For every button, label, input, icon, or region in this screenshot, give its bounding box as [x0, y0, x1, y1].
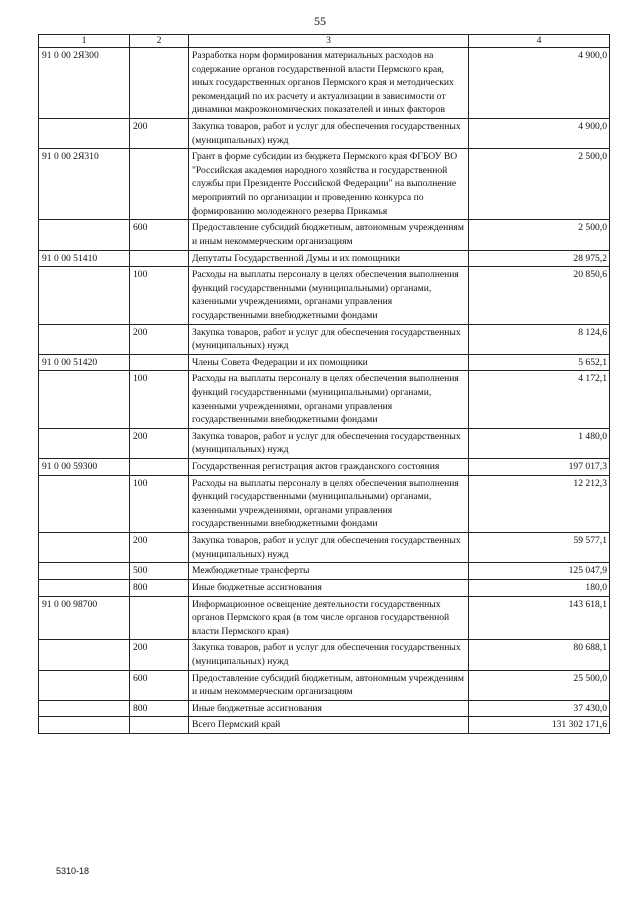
- table-row: [39, 640, 610, 670]
- column-header-3: 3: [189, 35, 469, 48]
- cell-expense-type: [130, 149, 189, 220]
- table-row: [39, 533, 610, 563]
- cell-amount: 12 212,3: [469, 475, 610, 532]
- cell-expense-type: 100: [130, 475, 189, 532]
- cell-expense-type: 800: [130, 579, 189, 596]
- cell-name: Предоставление субсидий бюджетным, автономным учреждениям и иным некоммерческим организациям: [189, 220, 469, 250]
- page-number: 55: [314, 14, 326, 28]
- cell-target-code: [39, 267, 130, 324]
- table-body: [39, 47, 610, 733]
- cell-target-code: [39, 119, 130, 149]
- cell-amount: 4 900,0: [469, 119, 610, 149]
- cell-name: Расходы на выплаты персоналу в целях обеспечения выполнения функций государственными (муниципальными) органами, казенными учреждениями, органами управления государственными внебюджетными фондами: [189, 371, 469, 428]
- cell-amount: 20 850,6: [469, 267, 610, 324]
- cell-amount: 8 124,6: [469, 324, 610, 354]
- cell-expense-type: 200: [130, 119, 189, 149]
- cell-expense-type: [130, 717, 189, 734]
- cell-expense-type: [130, 596, 189, 640]
- cell-amount: 80 688,1: [469, 640, 610, 670]
- table-row: [39, 596, 610, 640]
- table-row: [39, 220, 610, 250]
- cell-name: Закупка товаров, работ и услуг для обеспечения государственных (муниципальных) нужд: [189, 640, 469, 670]
- table-row: [39, 475, 610, 532]
- cell-target-code: [39, 700, 130, 717]
- cell-expense-type: 600: [130, 670, 189, 700]
- cell-target-code: [39, 563, 130, 580]
- cell-name: Расходы на выплаты персоналу в целях обеспечения выполнения функций государственными (муниципальными) органами, казенными учреждениями, органами управления государственными внебюджетными фондами: [189, 475, 469, 532]
- cell-name: Государственная регистрация актов гражданского состояния: [189, 459, 469, 476]
- table-row: [39, 579, 610, 596]
- cell-target-code: 91 0 00 51410: [39, 250, 130, 267]
- cell-amount: 197 017,3: [469, 459, 610, 476]
- cell-amount: 4 172,1: [469, 371, 610, 428]
- cell-name: Всего Пермский край: [189, 717, 469, 734]
- cell-target-code: 91 0 00 2Я310: [39, 149, 130, 220]
- cell-expense-type: 600: [130, 220, 189, 250]
- cell-target-code: [39, 475, 130, 532]
- table-row: [39, 700, 610, 717]
- column-header-2: 2: [130, 35, 189, 48]
- cell-expense-type: 200: [130, 533, 189, 563]
- cell-name: Информационное освещение деятельности государственных органов Пермского края (в том числе органов государственной власти Пермского края): [189, 596, 469, 640]
- cell-target-code: [39, 640, 130, 670]
- cell-target-code: 91 0 00 2Я300: [39, 47, 130, 118]
- cell-target-code: 91 0 00 51420: [39, 354, 130, 371]
- table-row: [39, 459, 610, 476]
- cell-target-code: [39, 324, 130, 354]
- cell-target-code: [39, 579, 130, 596]
- document-code: 5310-18: [56, 866, 90, 876]
- table-row: [39, 563, 610, 580]
- cell-amount: 4 900,0: [469, 47, 610, 118]
- cell-amount: 2 500,0: [469, 149, 610, 220]
- cell-name: Грант в форме субсидии из бюджета Пермского края ФГБОУ ВО "Российская академия народного хозяйства и государственной службы при Президенте Российской Федерации" на выполнение мероприятий по организации и проведению конкурса по формированию молодежного резерва Прикамья: [189, 149, 469, 220]
- cell-expense-type: 100: [130, 371, 189, 428]
- cell-amount: 37 430,0: [469, 700, 610, 717]
- cell-name: Депутаты Государственной Думы и их помощники: [189, 250, 469, 267]
- table-row: [39, 354, 610, 371]
- cell-expense-type: 100: [130, 267, 189, 324]
- table-row: [39, 428, 610, 458]
- cell-amount: 131 302 171,6: [469, 717, 610, 734]
- cell-name: Закупка товаров, работ и услуг для обеспечения государственных (муниципальных) нужд: [189, 119, 469, 149]
- cell-expense-type: [130, 459, 189, 476]
- cell-name: Предоставление субсидий бюджетным, автономным учреждениям и иным некоммерческим организациям: [189, 670, 469, 700]
- table-row: [39, 371, 610, 428]
- cell-target-code: 91 0 00 59300: [39, 459, 130, 476]
- cell-name: Расходы на выплаты персоналу в целях обеспечения выполнения функций государственными (муниципальными) органами, казенными учреждениями, органами управления государственными внебюджетными фондами: [189, 267, 469, 324]
- cell-name: Закупка товаров, работ и услуг для обеспечения государственных (муниципальных) нужд: [189, 324, 469, 354]
- cell-amount: 143 618,1: [469, 596, 610, 640]
- table-row: [39, 250, 610, 267]
- cell-expense-type: [130, 250, 189, 267]
- column-header-1: 1: [39, 35, 130, 48]
- cell-target-code: [39, 533, 130, 563]
- table-row: [39, 717, 610, 734]
- table-row: [39, 149, 610, 220]
- cell-name: Закупка товаров, работ и услуг для обеспечения государственных (муниципальных) нужд: [189, 533, 469, 563]
- cell-name: Закупка товаров, работ и услуг для обеспечения государственных (муниципальных) нужд: [189, 428, 469, 458]
- table-row: [39, 47, 610, 118]
- table-header-row: [39, 35, 610, 48]
- cell-expense-type: [130, 354, 189, 371]
- cell-target-code: [39, 717, 130, 734]
- cell-expense-type: 500: [130, 563, 189, 580]
- cell-expense-type: 200: [130, 428, 189, 458]
- cell-name: Иные бюджетные ассигнования: [189, 700, 469, 717]
- cell-expense-type: 200: [130, 640, 189, 670]
- cell-target-code: [39, 371, 130, 428]
- cell-amount: 28 975,2: [469, 250, 610, 267]
- cell-amount: 1 480,0: [469, 428, 610, 458]
- table-row: [39, 670, 610, 700]
- cell-expense-type: 200: [130, 324, 189, 354]
- table-row: [39, 324, 610, 354]
- cell-target-code: 91 0 00 98700: [39, 596, 130, 640]
- cell-expense-type: [130, 47, 189, 118]
- cell-target-code: [39, 220, 130, 250]
- cell-target-code: [39, 428, 130, 458]
- column-header-4: 4: [469, 35, 610, 48]
- table-row: [39, 119, 610, 149]
- cell-expense-type: 800: [130, 700, 189, 717]
- cell-amount: 180,0: [469, 579, 610, 596]
- table-row: [39, 267, 610, 324]
- cell-target-code: [39, 670, 130, 700]
- cell-amount: 25 500,0: [469, 670, 610, 700]
- cell-name: Разработка норм формирования материальных расходов на содержание органов государственной власти Пермского края, иных государственных органов Пермского края и методических рекомендаций по их расчету и актуализации в зависимости от динамики макроэкономических показателей и иных факторов: [189, 47, 469, 118]
- cell-name: Члены Совета Федерации и их помощники: [189, 354, 469, 371]
- cell-amount: 59 577,1: [469, 533, 610, 563]
- cell-amount: 125 047,9: [469, 563, 610, 580]
- budget-table: [38, 34, 610, 734]
- cell-amount: 2 500,0: [469, 220, 610, 250]
- cell-amount: 5 652,1: [469, 354, 610, 371]
- cell-name: Иные бюджетные ассигнования: [189, 579, 469, 596]
- cell-name: Межбюджетные трансферты: [189, 563, 469, 580]
